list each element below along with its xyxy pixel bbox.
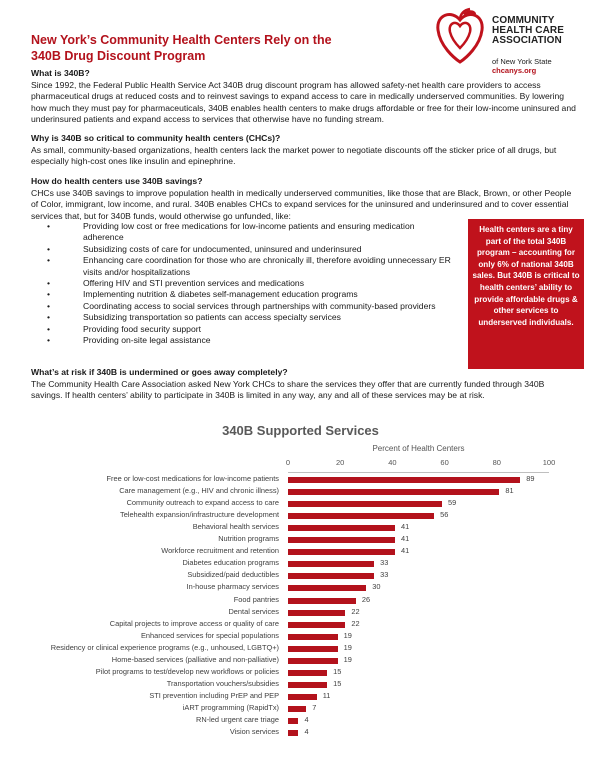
bullet-text: Providing on-site legal assistance	[83, 335, 211, 346]
bullet-text: Enhancing care coordination for those who are chronically ill, therefore avoiding unnecessary ER visits and/or hospitalizations	[83, 255, 451, 277]
x-tick-label: 60	[440, 458, 449, 467]
bar	[288, 513, 434, 519]
section-heading: Why is 340B so critical to community health centers (CHCs)?	[31, 133, 281, 143]
bar	[288, 610, 345, 616]
data-label: 11	[322, 690, 331, 700]
bullet-item	[31, 255, 456, 278]
data-label: 41	[401, 546, 410, 556]
section-why-critical	[31, 133, 576, 168]
x-tick-label: 40	[388, 458, 397, 467]
bar	[288, 622, 345, 628]
data-label: 7	[312, 702, 317, 712]
category-label: Diabetes education programs	[182, 558, 279, 568]
bullet-text: Providing food security support	[83, 323, 201, 334]
x-tick-label: 0	[285, 458, 291, 467]
bar	[288, 549, 395, 555]
chart-title: 340B Supported Services	[222, 423, 379, 438]
data-label: 41	[401, 522, 410, 532]
bullet-item	[31, 244, 456, 255]
section-heading: What is 340B?	[31, 68, 90, 78]
bullet-item	[31, 289, 456, 300]
bar	[288, 718, 298, 724]
bar	[288, 525, 395, 531]
bullet-item	[31, 301, 456, 312]
category-label: Food pantries	[233, 594, 279, 604]
category-label: In-house pharmacy services	[186, 582, 279, 592]
services-bullet-list	[31, 221, 456, 346]
category-label: Enhanced services for special populations	[140, 630, 279, 640]
bullet-dot: •	[47, 221, 51, 231]
chcanys-logo	[430, 6, 590, 66]
category-label: iART programming (RapidTx)	[182, 702, 279, 712]
title-line-1: New York’s Community Health Centers Rely on the	[31, 33, 332, 47]
logo-line-3: ASSOCIATION	[492, 35, 562, 46]
x-axis-title: Percent of Health Centers	[372, 444, 465, 453]
category-label: Residency or clinical experience programs (e.g., unhoused, LGBTQ+)	[50, 642, 279, 652]
category-label: Capital projects to improve access or quality of care	[109, 618, 279, 628]
category-label: Telehealth expansion/infrastructure development	[120, 510, 279, 520]
bullet-dot: •	[47, 335, 51, 346]
bullet-dot: •	[47, 278, 51, 289]
bullet-text: Subsidizing transportation so patients can access specialty services	[83, 312, 341, 323]
bullet-text: Subsidizing costs of care for undocumented, uninsured and underinsured	[83, 243, 362, 254]
x-tick-label: 20	[336, 458, 345, 467]
category-label: STI prevention including PrEP and PEP	[149, 690, 279, 700]
bullet-dot: •	[47, 323, 51, 334]
logo-subtitle: of New York State	[492, 57, 552, 66]
callout-box: Health centers are a tiny part of the total 340B program – accounting for only 6% of national 340B sales. But 340B is critical to health centers’ ability to provide affordable drugs & other services to underserved individuals.	[468, 219, 584, 369]
data-label: 19	[343, 630, 352, 640]
category-label: Vision services	[229, 727, 279, 737]
document-title	[31, 32, 371, 64]
data-label: 22	[351, 618, 360, 628]
bullet-text: Offering HIV and STI prevention services and medications	[83, 278, 305, 289]
bar	[288, 489, 499, 495]
section-heading: What’s at risk if 340B is undermined or goes away completely?	[31, 367, 288, 377]
bar	[288, 598, 356, 604]
category-label: Dental services	[228, 606, 279, 616]
section-heading: How do health centers use 340B savings?	[31, 176, 203, 186]
x-axis-line	[288, 472, 549, 473]
category-label: Workforce recruitment and retention	[161, 546, 279, 556]
category-label: Home-based services (palliative and non-palliative)	[111, 654, 279, 664]
category-label: Behavioral health services	[192, 522, 279, 532]
category-label: Subsidized/paid deductibles	[187, 570, 279, 580]
data-label: 56	[440, 510, 449, 520]
bullet-dot: •	[47, 243, 51, 254]
bullet-dot: •	[47, 300, 51, 311]
bullet-item	[31, 312, 456, 323]
section-body: Since 1992, the Federal Public Health Service Act 340B drug discount program has allowed safety-net health care providers to access pharmaceutical drugs at reduced costs and to reinvest savings to expand access to care in medically underserved communities. By lowering how much they must pay for pharmaceuticals, 340B enables health centers to make drugs affordable or free for their low-income uninsured and underinsured patients and expand access to services that otherwise have no funding stream.	[31, 79, 576, 124]
data-label: 19	[343, 642, 352, 652]
bullet-item	[31, 335, 456, 346]
bullet-item	[31, 221, 456, 244]
data-label: 41	[401, 534, 410, 544]
bullet-text: Coordinating access to social services through partnerships with community-based providers	[83, 300, 436, 311]
data-label: 19	[343, 654, 352, 664]
data-label: 81	[505, 486, 514, 496]
bar	[288, 670, 327, 676]
bar	[288, 682, 327, 688]
category-label: RN-led urgent care triage	[196, 715, 279, 724]
data-label: 15	[333, 666, 342, 676]
bullet-dot: •	[47, 312, 51, 323]
bar	[288, 585, 366, 591]
logo-line-1: COMMUNITY	[492, 15, 555, 26]
bar	[288, 477, 520, 483]
bullet-item	[31, 324, 456, 335]
bar	[288, 573, 374, 579]
bar	[288, 634, 338, 640]
bar	[288, 561, 374, 567]
data-label: 4	[304, 715, 309, 724]
category-label: Transportation vouchers/subsidies	[166, 678, 279, 688]
section-how-use-savings	[31, 176, 576, 222]
bullet-text: Providing low cost or free medications for low-income patients and ensuring medication adherence	[83, 221, 415, 243]
website-link[interactable]: chcanys.org	[492, 66, 537, 75]
bar	[288, 694, 317, 700]
bar	[288, 537, 395, 543]
category-label: Nutrition programs	[218, 534, 279, 544]
bar	[288, 501, 442, 507]
bullet-text: Implementing nutrition & diabetes self-management education programs	[83, 289, 358, 300]
bar	[288, 658, 338, 664]
bar	[288, 730, 298, 736]
data-label: 89	[526, 474, 535, 483]
category-label: Care management (e.g., HIV and chronic illness)	[119, 486, 279, 496]
logo-line-2: HEALTH CARE	[492, 25, 565, 36]
apple-heart-icon	[430, 6, 490, 66]
data-label: 33	[380, 558, 389, 568]
category-label: Community outreach to expand access to care	[126, 498, 279, 508]
data-label: 30	[372, 582, 381, 592]
bullet-dot: •	[47, 289, 51, 300]
x-tick-label: 100	[542, 458, 556, 467]
bullet-item	[31, 278, 456, 289]
bar	[288, 646, 338, 652]
section-body: As small, community-based organizations, health centers lack the market power to negotiate discounts off the sticker price of all drugs, but especially high-cost ones like insulin and epinephrine.	[31, 144, 557, 166]
data-label: 22	[351, 606, 360, 616]
data-label: 59	[447, 498, 457, 508]
section-whats-at-risk	[31, 367, 576, 402]
x-tick-label: 80	[492, 458, 501, 467]
title-line-2: 340B Drug Discount Program	[31, 49, 206, 63]
category-label: Free or low-cost medications for low-income patients	[106, 474, 279, 483]
bullet-dot: •	[47, 255, 51, 266]
section-what-is-340b	[31, 68, 576, 126]
data-label: 15	[333, 678, 342, 688]
bar	[288, 706, 306, 712]
data-label: 4	[304, 727, 309, 737]
section-body: CHCs use 340B savings to improve population health in medically underserved communities, like those that are Black, Brown, or other People of Color, immigrant, low income, and rural. 340B enables CHCs to expand services for the uninsured and underinsured and to cover essential services that, but for 340B funds, would otherwise go unfunded, like:	[31, 187, 572, 221]
data-label: 33	[380, 570, 389, 580]
data-label: 26	[361, 594, 371, 604]
section-body: The Community Health Care Association asked New York CHCs to share the services they offer that are currently funded through 340B savings. If health centers’ ability to participate in 340B is limited in any way, any and all of these services may be at risk.	[31, 378, 545, 400]
category-label: Pilot programs to test/develop new workflows or policies	[95, 666, 279, 676]
